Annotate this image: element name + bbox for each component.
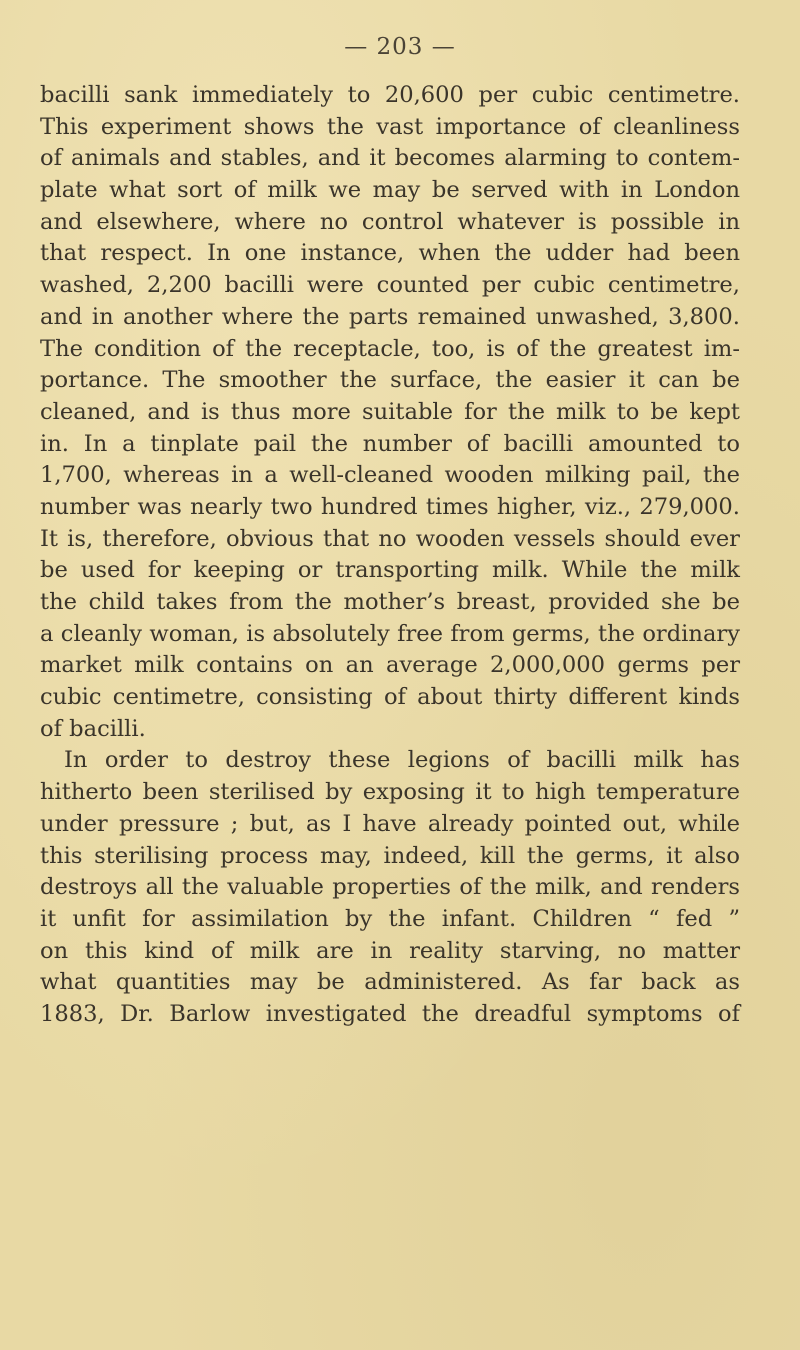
text-line: cleaned, and is thus more suitable for the milk to be kept	[40, 398, 740, 425]
text-line: of animals and stables, and it becomes alarming to contem-	[40, 145, 740, 172]
text-line: It is, therefore, obvious that no wooden vessels should ever	[40, 525, 740, 552]
page-number: — 203 —	[344, 34, 456, 60]
text-line: 1883, Dr. Barlow investigated the dreadful symptoms of	[40, 1000, 740, 1027]
paragraph-1	[40, 80, 740, 745]
text-line: plate what sort of milk we may be served with in London	[40, 177, 740, 204]
text-line: on this kind of milk are in reality starving, no matter	[40, 937, 740, 964]
text-line: it unfit for assimilation by the infant. Children “ fed ”	[40, 905, 740, 932]
text-line: This experiment shows the vast importance of cleanliness	[40, 113, 740, 140]
text-line: this sterilising process may, indeed, kill the germs, it also	[40, 842, 740, 869]
text-line: and in another where the parts remained unwashed, 3,800.	[40, 303, 740, 330]
text-line: and elsewhere, where no control whatever is possible in	[40, 208, 740, 235]
text-line: hitherto been sterilised by exposing it to high temperature	[40, 779, 740, 806]
text-line: under pressure ; but, as I have already pointed out, while	[40, 810, 740, 837]
text-line: cubic centimetre, consisting of about thirty different kinds	[40, 684, 740, 711]
text-line: of bacilli.	[40, 715, 146, 742]
text-line: that respect. In one instance, when the udder had been	[40, 240, 740, 267]
text-line: be used for keeping or transporting milk. While the milk	[40, 557, 740, 584]
text-line: In order to destroy these legions of bacilli milk has	[64, 747, 740, 774]
text-line: bacilli sank immediately to 20,600 per cubic centimetre.	[40, 82, 740, 108]
text-line: in. In a tinplate pail the number of bacilli amounted to	[40, 430, 740, 457]
paragraph-2	[40, 745, 740, 1030]
text-line: market milk contains on an average 2,000,000 germs per	[40, 652, 740, 679]
text-line: number was nearly two hundred times higher, viz., 279,000.	[40, 493, 740, 520]
text-line: destroys all the valuable properties of the milk, and renders	[40, 874, 740, 901]
text-line: 1,700, whereas in a well-cleaned wooden milking pail, the	[40, 462, 740, 489]
text-line: washed, 2,200 bacilli were counted per cubic centimetre,	[40, 272, 740, 299]
text-line: what quantities may be administered. As far back as	[40, 969, 740, 996]
text-line: the child takes from the mother’s breast, provided she be	[40, 589, 740, 615]
text-line: The condition of the receptacle, too, is of the greatest im-	[40, 335, 740, 362]
body-text	[40, 80, 740, 1031]
text-line: a cleanly woman, is absolutely free from germs, the ordinary	[40, 620, 740, 647]
text-line: portance. The smoother the surface, the easier it can be	[40, 367, 740, 394]
